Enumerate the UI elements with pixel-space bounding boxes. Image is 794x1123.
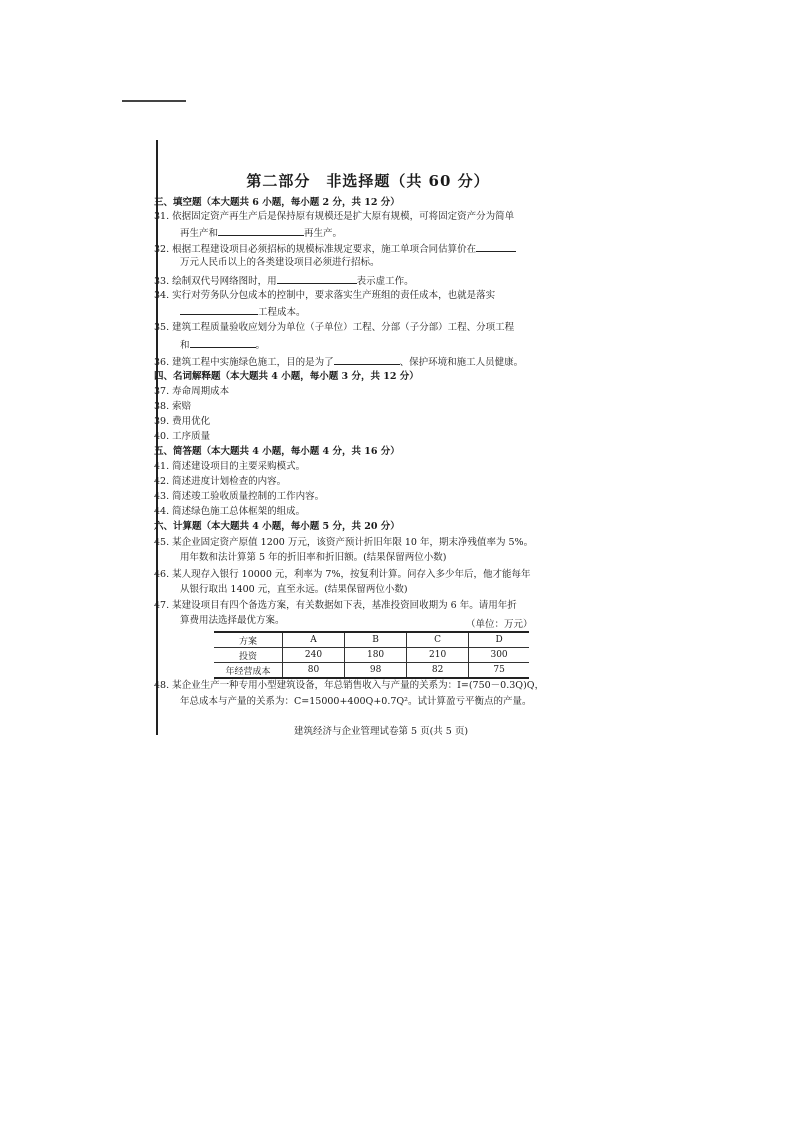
question-46-line-1: 46. 某人现存入银行 10000 元，利率为 7%，按复利计算。问存入多少年后，他才能每年	[154, 569, 531, 580]
question-35-line-1: 35. 建筑工程质量验收应划分为单位（子单位）工程、分部（子分部）工程、分项工程	[154, 322, 515, 333]
section-3-title: 三、填空题（本大题共 6 小题，每小题 2 分，共 12 分）	[154, 197, 400, 208]
question-47-line-2: 算费用法选择最优方案。	[180, 615, 285, 626]
table-header-cell: C	[407, 632, 469, 648]
answer-blank	[277, 274, 357, 284]
short-answer-question: 42. 简述进度计划检查的内容。	[154, 476, 287, 487]
table-cell: 180	[345, 648, 407, 663]
short-answer-question: 43. 简述竣工验收质量控制的工作内容。	[154, 491, 325, 502]
table-cell: 98	[345, 663, 407, 679]
answer-blank	[190, 338, 256, 348]
question-34-line-1: 34. 实行对劳务队分包成本的控制中，要求落实生产班组的责任成本，也就是落实	[154, 290, 496, 301]
table-cell: 82	[407, 663, 469, 679]
table-cell: 年经营成本	[214, 663, 283, 679]
answer-blank	[218, 226, 304, 236]
table-cell: 75	[469, 663, 529, 679]
section-6-title: 六、计算题（本大题共 4 小题，每小题 5 分，共 20 分）	[154, 521, 400, 532]
scan-artifact-line	[122, 100, 186, 102]
answer-blank	[476, 242, 516, 252]
answer-blank	[180, 305, 258, 315]
question-48-line-2: 年总成本与产量的关系为：C=15000+400Q+0.7Q²。试计算盈亏平衡点的产量。	[180, 696, 532, 707]
question-33: 33. 绘制双代号网络图时，用 表示虚工作。	[154, 276, 414, 287]
table-header-row	[214, 632, 529, 648]
term-question: 40. 工序质量	[154, 431, 211, 442]
question-31-line-1: 31. 依据固定资产再生产后是保持原有规模还是扩大原有规模，可将固定资产分为简单	[154, 211, 515, 222]
table-cell: 投资	[214, 648, 283, 663]
table-header-cell: D	[469, 632, 529, 648]
question-36: 36. 建筑工程中实施绿色施工，目的是为了 、保护环境和施工人员健康。	[154, 357, 524, 368]
term-question: 37. 寿命周期成本	[154, 386, 230, 397]
table-header-cell: 方案	[214, 632, 283, 648]
question-45-line-2: 用年数和法计算第 5 年的折旧率和折旧额。(结果保留两位小数)	[180, 552, 447, 563]
question-34-line-2: 工程成本。	[180, 305, 306, 319]
question-47-line-1: 47. 某建设项目有四个备选方案，有关数据如下表，基准投资回收期为 6 年。请用年折	[154, 600, 517, 611]
table-cell: 300	[469, 648, 529, 663]
question-48-line-1: 48. 某企业生产一种专用小型建筑设备，年总销售收入与产量的关系为：I=(750－0.3Q)Q，	[154, 680, 545, 691]
question-45-line-1: 45. 某企业固定资产原值 1200 万元，该资产预计折旧年限 10 年，期末净残值率为 5%。	[154, 537, 534, 548]
exam-page	[156, 140, 578, 735]
short-answer-question: 41. 简述建设项目的主要采购模式。	[154, 461, 306, 472]
question-32-line-2: 万元人民币以上的各类建设项目必须进行招标。	[180, 257, 380, 268]
page-heading: 第二部分 非选择题（共 60 分）	[246, 172, 490, 190]
short-answer-question: 44. 简述绿色施工总体框架的组成。	[154, 506, 306, 517]
question-46-line-2: 从银行取出 1400 元，直至永远。(结果保留两位小数)	[180, 584, 408, 595]
question-31-line-2: 再生产和 再生产。	[180, 228, 343, 239]
table-header-cell: B	[345, 632, 407, 648]
options-table	[214, 631, 529, 679]
table-cell: 240	[283, 648, 345, 663]
table-unit-note: （单位：万元）	[466, 619, 533, 630]
answer-blank	[334, 355, 400, 365]
table-cell: 210	[407, 648, 469, 663]
term-question: 38. 索赔	[154, 401, 192, 412]
table-row	[214, 663, 529, 679]
section-4-title: 四、名词解释题（本大题共 4 小题，每小题 3 分，共 12 分）	[154, 371, 419, 382]
table-row	[214, 648, 529, 663]
table-cell: 80	[283, 663, 345, 679]
section-5-title: 五、简答题（本大题共 4 小题，每小题 4 分，共 16 分）	[154, 446, 400, 457]
page-footer: 建筑经济与企业管理试卷第 5 页(共 5 页)	[294, 726, 469, 737]
question-35-line-2: 和 。	[180, 340, 266, 351]
table-header-cell: A	[283, 632, 345, 648]
term-question: 39. 费用优化	[154, 416, 211, 427]
question-32-line-1: 32. 根据工程建设项目必须招标的规模标准规定要求，施工单项合同估算价在	[154, 242, 516, 256]
